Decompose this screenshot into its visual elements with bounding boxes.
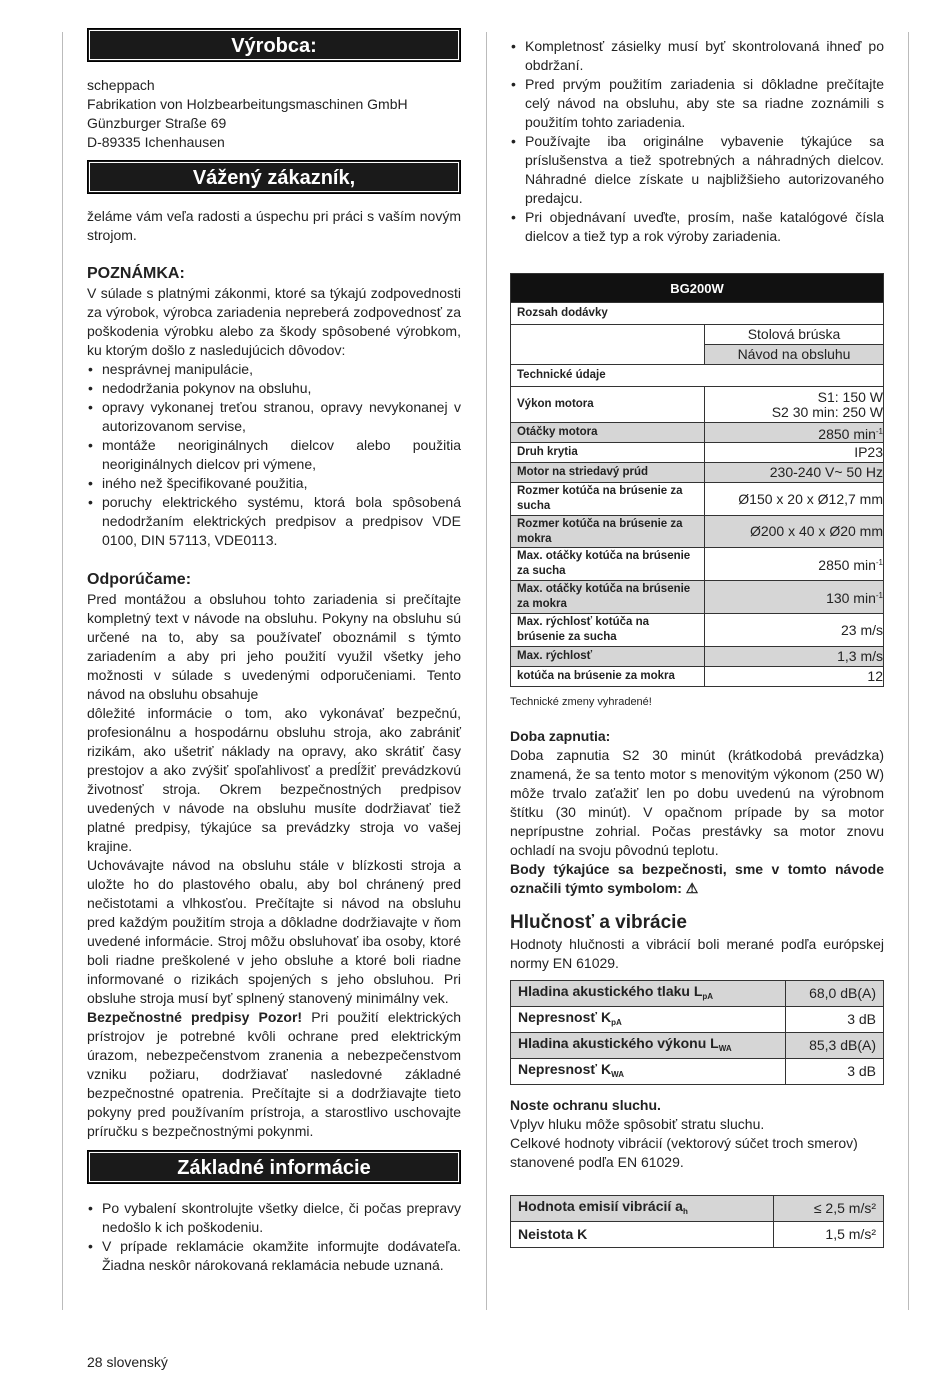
spec-tech-label: Technické údaje [511,365,884,387]
spec-value: 2850 min [818,557,876,573]
noise-sub: WA [611,1069,624,1079]
spec-row-value: 12 [705,667,884,687]
vib-label: Hodnota emisií vibrácií a [518,1197,683,1214]
spec-row-value [705,387,884,423]
spec-row-label: Druh krytia [511,443,705,463]
safety-paragraph [87,1008,461,1141]
spec-model: BG200W [511,274,884,303]
noise-label: Nepresnosť K [518,1008,612,1025]
spec-row-label: kotúča na brúsenie za mokra [511,667,705,687]
spec-row-value: Ø150 x 20 x Ø12,7 mm [705,483,884,516]
vibration-text: Celkové hodnoty vibrácií (vektorový súčet troch smerov) stanovené podľa EN 61029. [510,1135,858,1170]
note-list [87,360,461,550]
spec-row-value: 23 m/s [705,614,884,647]
ear-title: Noste ochranu sluchu. [510,1097,661,1113]
noise-sub: WA [718,1043,732,1053]
spec-row-value: Ø200 x 40 x Ø20 mm [705,516,884,548]
recommend-paragraph: Pred montážou a obsluhou tohto zariadenia si prečítajte kompletný text v návode na obsluhu. Pokyny na obsluhu sú určené na to, aby sa používateľ oboznámil s týmto zariadením a aby pri jeho použití využil všetky jeho možnosti v súlade s uvedenými odporučeniami. Tento návod na obsluhu obsahuje [87,591,461,702]
spec-row-label: Max. rýchlosť kotúča na brúsenie za sucha [511,614,705,647]
list-item: • poruchy elektrického systému, ktorá bola spôsobená nedodržaním elektrických predpisov a predpisov VDE 0100, DIN 57113, VDE0113. [87,493,461,550]
noise-row-label [511,981,786,1007]
left-column [87,28,461,1275]
spec-row-label: Motor na striedavý prúd [511,463,705,483]
vibration-table [510,1195,884,1248]
ear-text: Vplyv hluku môže spôsobiť stratu sluchu. [510,1116,765,1132]
list-item: • Pred prvým použitím zariadenia si dôkladne prečítajte celý návod na obsluhu, aby ste sa riadne zoznámili s použitím tohto zariadenia. [510,75,884,132]
spec-row-value [705,581,884,614]
spec-row-value [705,423,884,443]
spec-scope-label: Rozsah dodávky [511,303,884,325]
address-line: Fabrikation von Holzbearbeitungsmaschinen GmbH [87,96,408,112]
spec-unit-sup: -1 [875,591,883,600]
spec-value: 2850 min [818,425,876,442]
list-item: • montáže neoriginálnych dielcov alebo použitia neoriginálnych dielcov pri výmene, [87,436,461,474]
right-column [510,37,884,1248]
page-footer: 28 slovenský [87,1354,168,1370]
top-list [510,37,884,246]
banner-zakaznik: Vážený zákazník, [87,160,461,194]
vib-row-label: Neistota K [511,1222,774,1248]
noise-row-label [511,1059,786,1085]
spec-row-value: 1,3 m/s [705,647,884,667]
duty-text: Doba zapnutia S2 30 minút (krátkodobá prevádzka) znamená, že sa tento motor s menovitým výkonom (250 W) môže trvalo zaťažiť len po dobu uvedenú na výrobnom štítku (30 minút). V opačnom prípade by sa motor neprípustne zohrial. Počas prestávky sa motor znovu ochladí na svoju pôvodnú teplotu. [510,747,884,858]
list-item: • nedodržania pokynov na obsluhu, [87,379,461,398]
recommend-paragraph: Uchovávajte návod na obsluhu stále v blízkosti stroja a uložte ho do plastového obalu, aby bol chránený pred nečistotami a vlhkosťou. Prečítajte si návod na obsluhu pred každým použitím stroja a dôkladne dodržiavajte v ňom uvedené informácie. Stroj môžu obsluhovať iba osoby, ktoré boli riadne preškolené v jeho obsluhe a ktoré boli riadne informované o rizikách spojených s jeho obsluhou. Pri obsluhe stroja musí byť splnený stanovený minimálny vek. [87,857,461,1006]
noise-row-value: 68,0 dB(A) [785,981,883,1007]
spec-row-label: Max. otáčky kotúča na brúsenie za mokra [511,581,705,614]
safety-bold: Bezpečnostné predpisy Pozor! [87,1009,303,1025]
vib-row-label [511,1196,774,1222]
spec-row-label: Rozmer kotúča na brúsenie za sucha [511,483,705,516]
noise-text: Hodnoty hlučnosti a vibrácií boli merané podľa európskej normy EN 61029. [510,936,884,971]
list-item: • iného než špecifikované použitia, [87,474,461,493]
noise-label: Hladina akustického výkonu L [518,1034,719,1051]
info-list [87,1199,461,1275]
noise-label: Hladina akustického tlaku L [518,982,703,999]
noise-table [510,980,884,1085]
spec-footnote: Technické zmeny vyhradené! [510,696,652,708]
address-line: Günzburger Straße 69 [87,115,227,131]
spec-row-label: Rozmer kotúča na brúsenie za mokra [511,516,705,548]
noise-row-value: 3 dB [785,1059,883,1085]
spec-scope-item: Návod na obsluhu [705,345,884,365]
spec-empty-cell [511,325,705,365]
greeting-text: želáme vám veľa radosti a úspechu pri práci s vaším novým strojom. [87,208,461,243]
list-item: • Po vybalení skontrolujte všetky dielce, či počas prepravy nedošlo k ich poškodeniu. [87,1199,461,1237]
list-item: • nesprávnej manipulácie, [87,360,461,379]
banner-info: Základné informácie [87,1150,461,1184]
spec-row-label: Max. rýchlosť [511,647,705,667]
noise-row-label [511,1033,786,1059]
spec-row-label: Výkon motora [511,387,705,423]
spec-scope-item: Stolová brúska [705,325,884,345]
banner-vyrobca: Výrobca: [87,28,461,62]
right-margin-rule [908,32,909,1310]
address-line: scheppach [87,77,155,93]
spec-row-value: IP23 [705,443,884,463]
spec-row-value: 230-240 V~ 50 Hz [705,463,884,483]
vib-row-value: 1,5 m/s² [774,1222,884,1248]
spec-value-line: S1: 150 W [817,388,883,405]
list-item: • Kompletnosť zásielky musí byť skontrolovaná ihneď po obdržaní. [510,37,884,75]
list-item: • Používajte iba originálne vybavenie týkajúce sa príslušenstva a tiež spotrebných a náhradných dielcov. Náhradné dielce získate u najbližšieho autorizovaného predajcu. [510,132,884,208]
manufacturer-address [87,76,461,152]
noise-row-label [511,1007,786,1033]
recommend-title: Odporúčame: [87,571,192,588]
note-title: POZNÁMKA: [87,265,185,282]
noise-row-value: 85,3 dB(A) [785,1033,883,1059]
noise-row-value: 3 dB [785,1007,883,1033]
spec-row-label: Otáčky motora [511,423,705,443]
noise-sub: pA [702,991,714,1001]
list-item: • opravy vykonanej treťou stranou, opravy nevykonanej v autorizovanom servise, [87,398,461,436]
spec-value: 130 min [826,590,876,606]
list-item: • Pri objednávaní uveďte, prosím, naše katalógové čísla dielcov a tiež typ a rok výroby zariadenia. [510,208,884,246]
spec-value-line: S2 30 min: 250 W [771,403,883,420]
left-margin-rule [62,32,63,1310]
address-line: D-89335 Ichenhausen [87,134,225,150]
spec-table [510,273,884,687]
noise-title: Hlučnosť a vibrácie [510,912,688,933]
spec-row-label: Max. otáčky kotúča na brúsenie za sucha [511,548,705,581]
noise-sub: pA [611,1017,622,1027]
vib-sub: h [682,1206,688,1216]
vib-row-value: ≤ 2,5 m/s² [774,1196,884,1222]
spec-unit-sup: -1 [875,426,883,436]
note-text: V súlade s platnými zákonmi, ktoré sa týkajú zodpovednosti za výrobok, výrobca zariadenia nepreberá zodpovednosť za poškodenia výrobku alebo za škody spôsobené výrobkom, ku ktorým došlo z nasledujúcich dôvodov: [87,285,461,358]
duty-safety-note: Body týkajúce sa bezpečnosti, sme v tomto návode označili týmto symbolom: ⚠ [510,861,884,896]
duty-title: Doba zapnutia: [510,728,611,744]
list-item: • V prípade reklamácie okamžite informujte dodávateľa. Žiadna neskôr nárokovaná reklamácia nebude uznaná. [87,1237,461,1275]
spec-unit-sup: -1 [875,558,883,567]
recommend-paragraph: dôležité informácie o tom, ako vykonávať bezpečnú, profesionálnu a hospodárnu obsluhu stroja, ako zabrániť rizikám, ako ušetriť náklady na opravy, ako skrátiť časy prestojov a ako zvýšiť spoľahlivosť a predĺžiť prevádzkovú životnosť stroja. Okrem bezpečnostných predpisov uvedených v návode na obsluhu musíte dodržiavať tiež platné predpisy, týkajúce sa prevádzky stroja vo vašej krajine. [87,705,461,854]
spec-row-value [705,548,884,581]
noise-label: Nepresnosť K [518,1060,612,1077]
center-rule [486,32,487,1310]
safety-text: Pri použití elektrických prístrojov je potrebné kvôli ochrane pred elektrickým úrazom, nebezpečenstvom zranenia a nebezpečenstvom vzniku požiaru, dodržiavať nasledovné základné bezpečnostné opatrenia. Prečítajte si a dodržiavajte tieto pokyny pred používaním prístroja, a starostlivo uschovajte príručku s bezpečnostnými pokynmi. [87,1009,461,1139]
